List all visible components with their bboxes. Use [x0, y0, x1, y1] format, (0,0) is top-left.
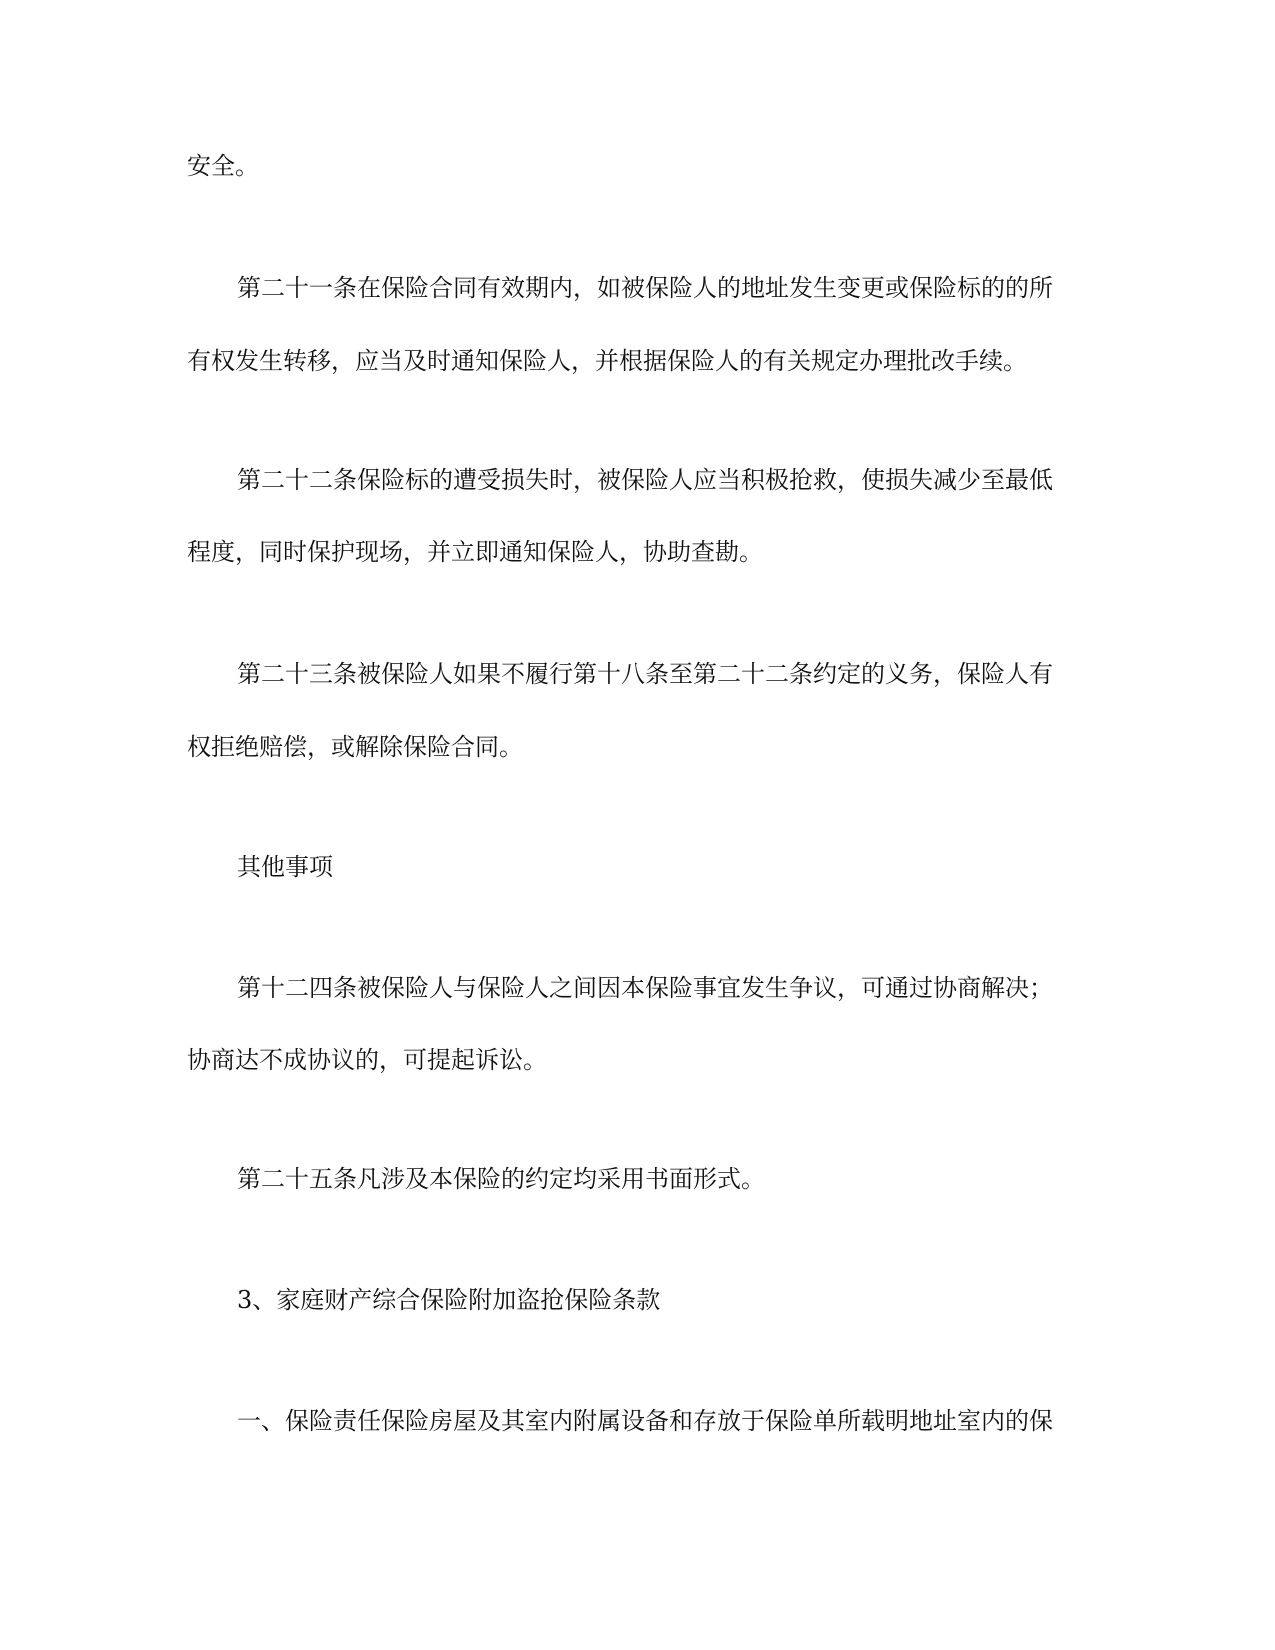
article-22-line-1: 第二十二条保险标的遭受损失时，被保险人应当积极抢救，使损失减少至最低 — [237, 466, 1053, 494]
section-heading-other-matters: 其他事项 — [237, 853, 333, 881]
clause-1-line-1: 一、保险责任保险房屋及其室内附属设备和存放于保险单所载明地址室内的保 — [237, 1407, 1053, 1435]
article-22-line-2: 程度，同时保护现场，并立即通知保险人，协助查勘。 — [187, 538, 763, 566]
section-heading-theft-clause: 3、家庭财产综合保险附加盗抢保险条款 — [237, 1286, 661, 1314]
article-24-line-2: 协商达不成协议的，可提起诉讼。 — [187, 1046, 547, 1074]
text-line: 安全。 — [187, 152, 259, 180]
article-25-line: 第二十五条凡涉及本保险的约定均采用书面形式。 — [237, 1165, 765, 1193]
article-24-line-1: 第十二四条被保险人与保险人之间因本保险事宜发生争议，可通过协商解决； — [237, 974, 1053, 1002]
article-21-line-1: 第二十一条在保险合同有效期内，如被保险人的地址发生变更或保险标的的所 — [237, 274, 1053, 302]
article-23-line-1: 第二十三条被保险人如果不履行第十八条至第二十二条约定的义务，保险人有 — [237, 660, 1053, 688]
article-23-line-2: 权拒绝赔偿，或解除保险合同。 — [187, 733, 523, 761]
article-21-line-2: 有权发生转移，应当及时通知保险人，并根据保险人的有关规定办理批改手续。 — [187, 347, 1027, 375]
